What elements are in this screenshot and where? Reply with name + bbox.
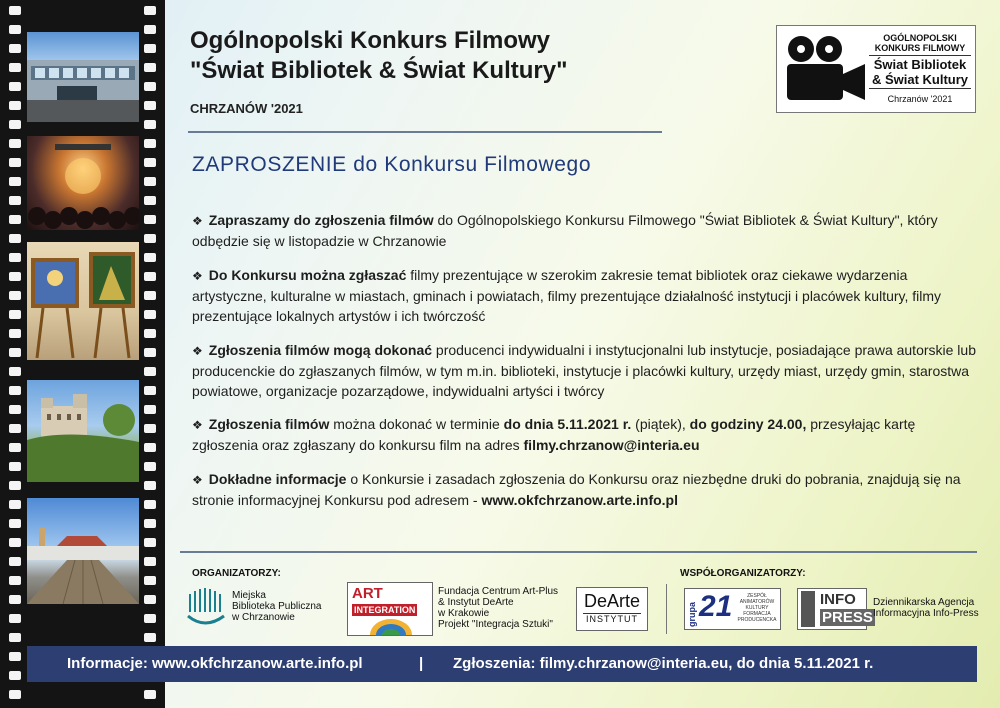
sprocket-hole	[9, 82, 21, 91]
sprocket-hole	[144, 291, 156, 300]
sprocket-hole	[144, 348, 156, 357]
sprocket-hole	[9, 291, 21, 300]
footer-separator: |	[419, 655, 424, 672]
grupa21-logo	[684, 588, 781, 630]
fundacja-line-1: Fundacja Centrum Art-Plus	[438, 586, 559, 597]
photo-pier	[27, 498, 139, 604]
sprocket-hole	[9, 272, 21, 281]
integration-logo-text: INTEGRATION	[354, 605, 416, 615]
footer-divider	[180, 551, 977, 553]
sprocket-hole	[144, 196, 156, 205]
sprocket-hole	[144, 158, 156, 167]
grupa-sub-5: PRODUCENCKA	[737, 617, 777, 623]
p4-bold: Zgłoszenia filmów	[208, 416, 330, 432]
footer-info[interactable]: Informacje: www.okfchrzanow.arte.info.pl	[67, 655, 363, 672]
dearte-logo-text: DeArte	[583, 591, 641, 611]
sprocket-hole	[9, 234, 21, 243]
sprocket-hole	[144, 63, 156, 72]
fundacja-line-3: w Krakowie	[438, 608, 490, 619]
p1-bold: Zapraszamy do zgłoszenia filmów	[208, 212, 434, 228]
sprocket-hole	[9, 538, 21, 547]
sprocket-hole	[144, 614, 156, 623]
sprocket-hole	[9, 101, 21, 110]
location-year: CHRZANÓW '2021	[190, 101, 303, 116]
film-camera-icon	[783, 34, 867, 106]
sprocket-hole	[9, 196, 21, 205]
sprocket-hole	[144, 424, 156, 433]
invitation-heading: ZAPROSZENIE do Konkursu Filmowego	[192, 153, 592, 176]
bullet-icon: ❖	[192, 344, 203, 358]
sprocket-hole	[144, 462, 156, 471]
grupa-sub-3: KULTURY	[745, 605, 769, 611]
sprocket-hole	[144, 272, 156, 281]
organizers-label: ORGANIZATORZY:	[192, 568, 281, 579]
library-line-3: w Chrzanowie	[232, 612, 295, 623]
rainbow-icon	[368, 617, 414, 635]
logo-text-main	[869, 55, 971, 89]
library-logo-icon	[186, 586, 228, 630]
grupa-number: 21	[699, 590, 733, 623]
logo-line-4: & Świat Kultury	[871, 72, 969, 87]
fundacja-line-4: Projekt "Integracja Sztuki"	[438, 619, 553, 630]
photo-paintings-exhibition	[27, 242, 139, 360]
sprocket-hole	[9, 63, 21, 72]
p5-text: o Konkursie i zasadach zgłoszenia do Konkursu oraz niezbędne druki do pobrania, znajdują się na stronie informacyjnej Konkursu pod adresem -	[192, 471, 961, 508]
sprocket-hole	[144, 386, 156, 395]
art-integration-logo	[347, 582, 433, 636]
grupa-sub-1: ZESPÓŁ	[747, 593, 767, 599]
grupa-sub-2: ANIMATORÓW	[739, 599, 775, 605]
fundacja-text	[438, 586, 558, 630]
sprocket-hole	[9, 424, 21, 433]
logo-line-5: Chrzanów '2021	[887, 94, 953, 104]
sprocket-hole	[144, 557, 156, 566]
logo-line-2: KONKURS FILMOWY	[874, 43, 966, 53]
sprocket-hole	[9, 614, 21, 623]
contest-title	[190, 26, 567, 86]
library-name	[232, 590, 322, 623]
p3-bold: Zgłoszenia filmów mogą dokonać	[208, 342, 433, 358]
film-holes-left	[9, 0, 21, 708]
sprocket-hole	[9, 595, 21, 604]
dearte-logo	[576, 587, 648, 631]
grupa-subtext	[735, 593, 779, 623]
sprocket-hole	[9, 139, 21, 148]
deadline-date: do dnia 5.11.2021 r.	[503, 416, 632, 432]
sprocket-hole	[144, 405, 156, 414]
logo-text-top	[869, 33, 971, 53]
logo-line-3: Świat Bibliotek	[873, 57, 967, 72]
sprocket-hole	[144, 25, 156, 34]
sprocket-hole	[144, 595, 156, 604]
title-line-1: Ogólnopolski Konkurs Filmowy	[190, 27, 551, 54]
sprocket-hole	[144, 44, 156, 53]
sprocket-hole	[9, 481, 21, 490]
sprocket-hole	[9, 367, 21, 376]
sprocket-hole	[9, 443, 21, 452]
sprocket-hole	[9, 158, 21, 167]
sprocket-hole	[144, 6, 156, 15]
sprocket-hole	[144, 329, 156, 338]
press-text: PRESS	[822, 609, 873, 626]
bullet-icon: ❖	[192, 214, 203, 228]
paragraph-more-info	[192, 469, 982, 510]
photo-castle	[27, 380, 139, 482]
agency-text	[873, 597, 979, 619]
library-line-2: Biblioteka Publiczna	[232, 601, 322, 612]
p2-bold: Do Konkursu można zgłaszać	[208, 267, 407, 283]
submission-email-link[interactable]: filmy.chrzanow@interia.eu	[523, 437, 700, 453]
paragraph-who-can-submit	[192, 340, 982, 401]
bullet-icon: ❖	[192, 418, 203, 432]
sprocket-hole	[9, 348, 21, 357]
header-divider	[188, 131, 662, 133]
sprocket-hole	[9, 519, 21, 528]
sprocket-hole	[144, 690, 156, 699]
website-link[interactable]: www.okfchrzanow.arte.info.pl	[481, 492, 679, 508]
sprocket-hole	[9, 633, 21, 642]
p1-text: do Ogólnopolskiego Konkursu Filmowego "Świat Bibliotek & Świat Kultury", który odbędzie się w listopadzie w Chrzanowie	[192, 212, 938, 249]
sprocket-hole	[9, 44, 21, 53]
sprocket-hole	[144, 139, 156, 148]
sprocket-hole	[144, 310, 156, 319]
sprocket-hole	[9, 120, 21, 129]
organizers-separator	[666, 584, 667, 634]
co-organizers-label: WSPÓŁORGANIZATORZY:	[680, 568, 806, 579]
p4-text-2: (piątek),	[631, 416, 690, 432]
sprocket-hole	[144, 481, 156, 490]
sprocket-hole	[9, 690, 21, 699]
sprocket-hole	[144, 519, 156, 528]
sprocket-hole	[9, 6, 21, 15]
footer-bar	[27, 646, 977, 682]
logo-line-1: OGÓLNOPOLSKI	[883, 33, 957, 43]
bullet-icon: ❖	[192, 473, 203, 487]
paragraph-invitation	[192, 210, 982, 251]
sprocket-hole	[144, 253, 156, 262]
sprocket-hole	[9, 253, 21, 262]
fundacja-line-2: & Instytut DeArte	[438, 597, 514, 608]
paragraph-eligible-films	[192, 265, 982, 326]
agency-line-2: Informacyjna Info-Press	[873, 608, 979, 619]
sprocket-hole	[9, 557, 21, 566]
photo-library-building	[27, 32, 139, 122]
sprocket-hole	[9, 177, 21, 186]
footer-submissions[interactable]: Zgłoszenia: filmy.chrzanow@interia.eu, do dnia 5.11.2021 r.	[453, 655, 874, 672]
film-holes-right	[144, 0, 156, 708]
sprocket-hole	[9, 500, 21, 509]
agency-line-1: Dziennikarska Agencja	[873, 597, 975, 608]
sprocket-hole	[144, 576, 156, 585]
photo-concert	[27, 136, 139, 230]
info-text: INFO	[820, 591, 856, 608]
sprocket-hole	[144, 120, 156, 129]
sprocket-hole	[9, 329, 21, 338]
sprocket-hole	[9, 671, 21, 680]
p4-text-1: można dokonać w terminie	[329, 416, 504, 432]
sprocket-hole	[144, 443, 156, 452]
sprocket-hole	[144, 538, 156, 547]
sprocket-hole	[144, 500, 156, 509]
sprocket-hole	[9, 310, 21, 319]
p2-text: filmy prezentujące w szerokim zakresie temat bibliotek oraz ciekawe wydarzenia artystyczne, kulturalne w miastach, gminach i powiatach, filmy prezentujące działalność instytucji i placówek kultury, filmy prezentujące lokalnych artystów i ich twórczość	[192, 267, 942, 324]
library-line-1: Miejska	[232, 590, 266, 601]
art-logo-text: ART	[352, 585, 383, 602]
paragraph-deadline	[192, 414, 982, 455]
sprocket-hole	[144, 215, 156, 224]
grupa-text: grupa	[687, 601, 697, 627]
deadline-hour: do godziny 24.00,	[689, 416, 807, 432]
sprocket-hole	[144, 234, 156, 243]
sprocket-hole	[144, 82, 156, 91]
sprocket-hole	[9, 576, 21, 585]
p5-bold: Dokładne informacje	[208, 471, 347, 487]
sprocket-hole	[9, 215, 21, 224]
p3-text: producenci indywidualni i instytucjonalni lub instytucje, posiadające prawa autorskie lub producenckie do zgłaszanych filmów, w tym m.in. biblioteki, instytucje i placówki kultury, urzędy miast, urzędy gmin, starostwa powiatowe, organizacje pozarządowe, indywidualni artyści i twórcy	[192, 342, 976, 399]
contest-logo	[776, 25, 976, 113]
sprocket-hole	[144, 101, 156, 110]
film-strip	[0, 0, 165, 708]
infopress-p-mark	[801, 591, 815, 627]
instytut-logo-text: INSTYTUT	[583, 613, 641, 624]
sprocket-hole	[9, 386, 21, 395]
sprocket-hole	[144, 633, 156, 642]
bullet-icon: ❖	[192, 269, 203, 283]
grupa-sub-4: FORMACJA	[743, 611, 771, 617]
p4-text-3: przesyłając kartę zgłoszenia oraz zgłaszany do konkursu film na adres	[192, 416, 916, 453]
sprocket-hole	[9, 405, 21, 414]
sprocket-hole	[144, 367, 156, 376]
infopress-logo	[797, 588, 873, 630]
sprocket-hole	[9, 25, 21, 34]
sprocket-hole	[9, 462, 21, 471]
sprocket-hole	[144, 177, 156, 186]
title-line-2: "Świat Bibliotek & Świat Kultury"	[190, 57, 568, 84]
sprocket-hole	[9, 652, 21, 661]
